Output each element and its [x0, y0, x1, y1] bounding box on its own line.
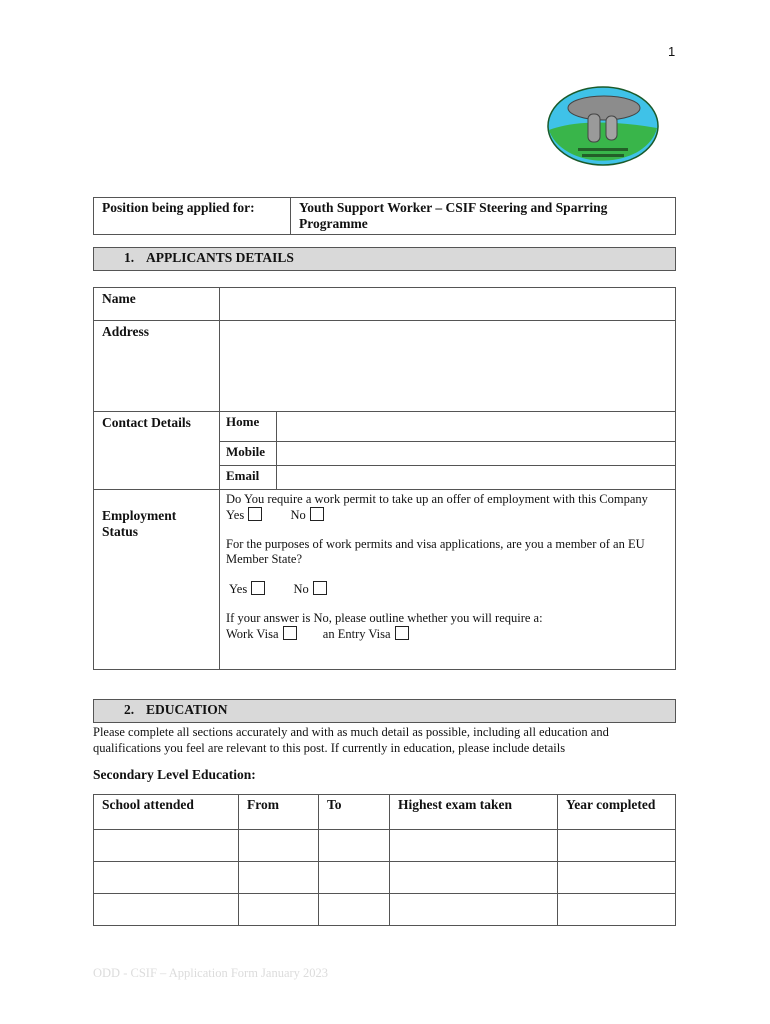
from-cell[interactable]: [239, 894, 319, 926]
section-number: 1.: [124, 250, 135, 265]
mobile-field[interactable]: [277, 441, 676, 465]
employment-label: Employment: [102, 508, 177, 523]
footer-text: ODD - CSIF – Application Form January 2023: [93, 966, 329, 980]
home-label: Home: [220, 412, 277, 441]
col-from: From: [239, 795, 319, 830]
section-title: EDUCATION: [146, 702, 228, 717]
position-label: Position being applied for:: [94, 198, 291, 235]
exam-cell[interactable]: [390, 862, 558, 894]
q2-yes-label: Yes: [229, 582, 248, 596]
from-cell[interactable]: [239, 830, 319, 862]
col-to: To: [319, 795, 390, 830]
address-label: Address: [94, 321, 220, 412]
q1-yes-label: Yes: [226, 508, 245, 522]
to-cell[interactable]: [319, 894, 390, 926]
secondary-education-title: Secondary Level Education:: [93, 767, 256, 782]
from-cell[interactable]: [239, 862, 319, 894]
school-cell[interactable]: [94, 862, 239, 894]
q2-no-label: No: [293, 582, 309, 596]
education-instructions: Please complete all sections accurately and with as much detail as possible, including all education and qualifications you feel are relevant to this post. If currently in education, please include details: [93, 725, 609, 755]
page-number: 1: [668, 44, 676, 59]
to-cell[interactable]: [319, 862, 390, 894]
name-label: Name: [94, 288, 220, 321]
applicant-details-table: [93, 287, 676, 670]
employment-status-cell: [220, 490, 676, 670]
entry-visa-label: an Entry Visa: [322, 627, 391, 641]
q1-no-checkbox[interactable]: [310, 507, 324, 521]
position-table: [93, 197, 676, 235]
exam-cell[interactable]: [390, 830, 558, 862]
q2-yes-checkbox[interactable]: [251, 581, 265, 595]
col-highest-exam: Highest exam taken: [390, 795, 558, 830]
secondary-education-table: [93, 794, 676, 926]
work-permit-question: Do You require a work permit to take up an offer of employment with this Company: [226, 492, 648, 506]
email-label: Email: [220, 465, 277, 489]
contact-subtable: [220, 412, 675, 489]
email-field[interactable]: [277, 465, 676, 489]
year-cell[interactable]: [558, 862, 676, 894]
q1-no-label: No: [290, 508, 306, 522]
address-field[interactable]: [220, 321, 676, 412]
col-school-attended: School attended: [94, 795, 239, 830]
name-field[interactable]: [220, 288, 676, 321]
entry-visa-checkbox[interactable]: [395, 626, 409, 640]
school-cell[interactable]: [94, 894, 239, 926]
section-title: APPLICANTS DETAILS: [146, 250, 294, 265]
col-year-completed: Year completed: [558, 795, 676, 830]
organisation-logo: [546, 86, 660, 166]
work-visa-label: Work Visa: [226, 627, 279, 641]
year-cell[interactable]: [558, 894, 676, 926]
visa-question: If your answer is No, please outline whether you will require a:: [226, 611, 543, 625]
q1-yes-checkbox[interactable]: [248, 507, 262, 521]
work-visa-checkbox[interactable]: [283, 626, 297, 640]
section-header-applicants: [93, 247, 676, 271]
mobile-label: Mobile: [220, 441, 277, 465]
status-label: Status: [102, 524, 139, 539]
home-field[interactable]: [277, 412, 676, 441]
section-header-education: [93, 699, 676, 723]
table-row: [94, 830, 676, 862]
to-cell[interactable]: [319, 830, 390, 862]
year-cell[interactable]: [558, 830, 676, 862]
q2-no-checkbox[interactable]: [313, 581, 327, 595]
table-row: [94, 862, 676, 894]
position-value: Youth Support Worker – CSIF Steering and Sparring Programme: [291, 198, 676, 235]
eu-member-question: For the purposes of work permits and visa applications, are you a member of an EU Member State?: [226, 537, 645, 566]
table-row: [94, 894, 676, 926]
school-cell[interactable]: [94, 830, 239, 862]
section-number: 2.: [124, 702, 135, 717]
exam-cell[interactable]: [390, 894, 558, 926]
contact-details-label: Contact Details: [94, 412, 220, 490]
